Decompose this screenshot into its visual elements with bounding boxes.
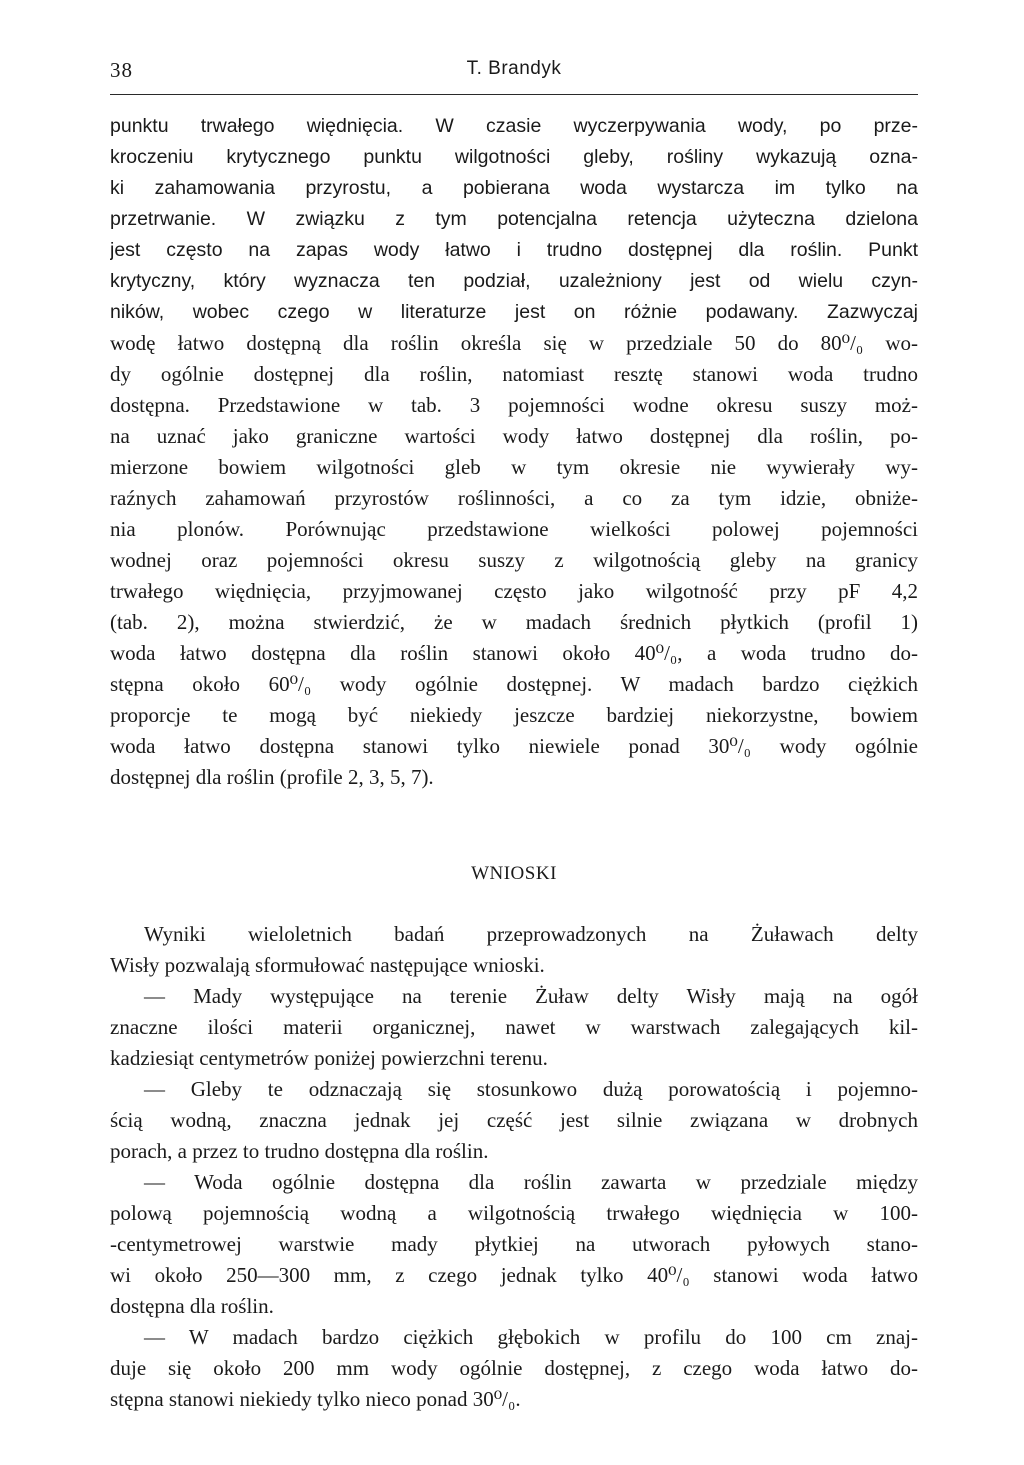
text-line: duje się około 200 mm wody ogólnie dostępnej, z czego woda łatwo do-	[110, 1356, 918, 1380]
text-line: nia plonów. Porównując przedstawione wielkości polowej pojemności	[110, 517, 918, 541]
text-line: — Gleby te odznaczają się stosunkowo dużą porowatością i pojemno-	[144, 1077, 918, 1101]
text-line: wi około 250—300 mm, z czego jednak tylko 40⁰/₀ stanowi woda łatwo	[110, 1263, 918, 1287]
text-line: mierzone bowiem wilgotności gleb w tym okresie nie wywierały wy-	[110, 455, 918, 479]
text-line: wodę łatwo dostępną dla roślin określa się w przedziale 50 do 80⁰/₀ wo-	[110, 331, 918, 355]
text-line: woda łatwo dostępna stanowi tylko niewiele ponad 30⁰/₀ wody ogólnie	[110, 734, 918, 758]
text-line: punktu trwałego więdnięcia. W czasie wyczerpywania wody, po prze-	[110, 115, 918, 137]
text-line: porach, a przez to trudno dostępna dla roślin.	[110, 1139, 489, 1163]
conclusions-list	[110, 919, 918, 1415]
text-line: Wisły pozwalają sformułować następujące wnioski.	[110, 953, 545, 977]
running-author: T. Brandyk	[466, 58, 562, 79]
text-line: przetrwanie. W związku z tym potencjalna retencja użyteczna dzielona	[110, 208, 918, 230]
conclusion-item	[110, 1074, 918, 1167]
text-line: ścią wodną, znaczna jednak jej część jest silnie związana w drobnych	[110, 1108, 918, 1132]
text-line: (tab. 2), można stwierdzić, że w madach średnich płytkich (profil 1)	[110, 610, 918, 634]
text-line: wodnej oraz pojemności okresu suszy z wilgotnością gleby na granicy	[110, 548, 918, 572]
text-line: trwałego więdnięcia, przyjmowanej często jako wilgotność przy pF 4,2	[110, 579, 918, 603]
conclusion-item	[110, 981, 918, 1074]
text-line: -centymetrowej warstwie mady płytkiej na utworach pyłowych stano-	[110, 1232, 918, 1256]
text-line: znaczne ilości materii organicznej, nawet w warstwach zalegających kil-	[110, 1015, 918, 1039]
page-number: 38	[110, 58, 133, 82]
conclusions-intro	[110, 919, 918, 981]
text-line: proporcje te mogą być niekiedy jeszcze bardziej niekorzystne, bowiem	[110, 703, 918, 727]
text-line: na uznać jako graniczne wartości wody łatwo dostępnej dla roślin, po-	[110, 424, 918, 448]
text-line: dostępna. Przedstawione w tab. 3 pojemności wodne okresu suszy moż-	[110, 393, 918, 417]
text-line: ników, wobec czego w literaturze jest on różnie podawany. Zazwyczaj	[110, 301, 918, 323]
conclusion-item	[110, 1322, 918, 1415]
page	[110, 58, 918, 1415]
text-line: kadziesiąt centymetrów poniżej powierzchni terenu.	[110, 1046, 548, 1070]
text-line: dostępnej dla roślin (profile 2, 3, 5, 7).	[110, 765, 434, 789]
text-line: woda łatwo dostępna dla roślin stanowi około 40⁰/₀, a woda trudno do-	[110, 641, 918, 665]
text-line: jest często na zapas wody łatwo i trudno dostępnej dla roślin. Punkt	[110, 239, 918, 261]
text-line: polową pojemnością wodną a wilgotnością trwałego więdnięcia w 100-	[110, 1201, 918, 1225]
text-line: ki zahamowania przyrostu, a pobierana woda wystarcza im tylko na	[110, 177, 918, 199]
section-heading: WNIOSKI	[471, 863, 557, 884]
text-line: — Woda ogólnie dostępna dla roślin zawarta w przedziale między	[144, 1170, 918, 1194]
text-line: — W madach bardzo ciężkich głębokich w profilu do 100 cm znaj-	[144, 1325, 918, 1349]
running-header	[110, 58, 918, 95]
text-line: — Mady występujące na terenie Żuław delty Wisły mają na ogół	[144, 984, 918, 1008]
text-line: krytyczny, który wyznacza ten podział, uzależniony jest od wielu czyn-	[110, 270, 918, 292]
text-line: dostępna dla roślin.	[110, 1294, 274, 1318]
conclusion-item	[110, 1167, 918, 1322]
text-line: stępna około 60⁰/₀ wody ogólnie dostępnej. W madach bardzo ciężkich	[110, 672, 918, 696]
text-line: Wyniki wieloletnich badań przeprowadzonych na Żuławach delty	[144, 922, 918, 946]
text-line: stępna stanowi niekiedy tylko nieco ponad 30⁰/₀.	[110, 1387, 521, 1411]
body-paragraph	[110, 111, 918, 793]
text-line: dy ogólnie dostępnej dla roślin, natomiast resztę stanowi woda trudno	[110, 362, 918, 386]
text-line: raźnych zahamowań przyrostów roślinności, a co za tym idzie, obniże-	[110, 486, 918, 510]
text-line: kroczeniu krytycznego punktu wilgotności gleby, rośliny wykazują ozna-	[110, 146, 918, 168]
